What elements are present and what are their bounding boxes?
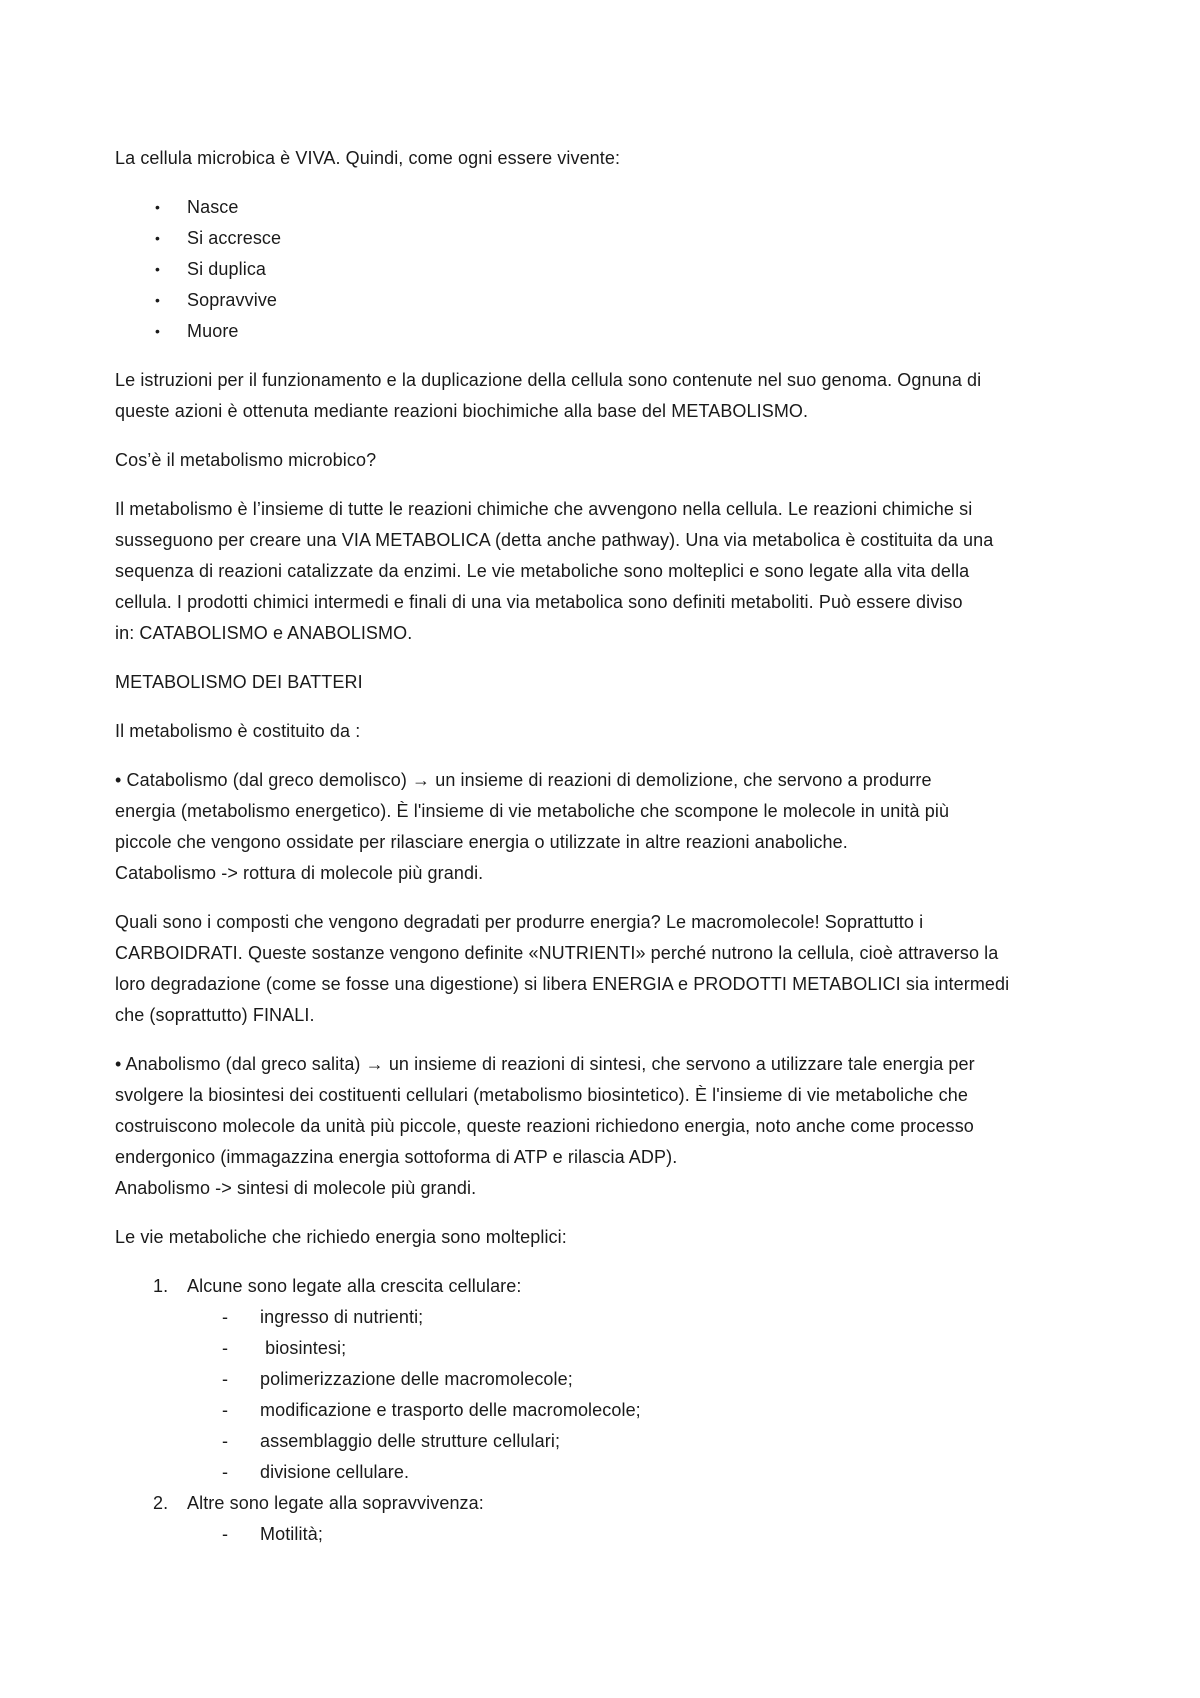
survival-sublist <box>187 1519 1090 1550</box>
bullet-icon: • <box>155 199 161 215</box>
intro-line: La cellula microbica è VIVA. Quindi, come ogni essere vivente: <box>115 148 621 168</box>
section-heading: METABOLISMO DEI BATTERI <box>115 672 363 692</box>
list-item: - divisione cellulare. <box>187 1457 1090 1488</box>
list-item: - ingresso di nutrienti; <box>187 1302 1090 1333</box>
numbered-item-survival <box>115 1488 1090 1550</box>
dash-icon: - <box>222 1524 229 1544</box>
dash-icon: - <box>222 1462 229 1482</box>
numbered-item-growth <box>115 1271 1090 1488</box>
list-item: - Motilità; <box>187 1519 1090 1550</box>
bullet-icon: • <box>155 292 161 308</box>
document-body <box>115 143 1090 1550</box>
dash-icon: - <box>222 1338 229 1358</box>
dash-icon: - <box>222 1400 229 1420</box>
list-item: - biosintesi; <box>187 1333 1090 1364</box>
item-number: 2. <box>153 1493 169 1513</box>
list-item: - modificazione e trasporto delle macromolecole; <box>187 1395 1090 1426</box>
list-item: - assemblaggio delle strutture cellulari; <box>187 1426 1090 1457</box>
bullet-icon: • <box>155 261 161 277</box>
list-item: • Nasce <box>115 192 1090 223</box>
list-item: • Si accresce <box>115 223 1090 254</box>
constituted-by-line: Il metabolismo è costituito da : <box>115 721 361 741</box>
definition-paragraph: Il metabolismo è l’insieme di tutte le reazioni chimiche che avvengono nella cellula. Le reazioni chimiche si susseguono per creare una VIA METABOLICA (detta anche pathway). Una via metabolica è costituita da una sequenza di reazioni catalizzate da enzimi. Le vie metaboliche sono molteplici e sono legate alla vita della cellula. I prodotti chimici intermedi e finali di una via metabolica sono definiti metaboliti. Può essere diviso in: CATABOLISMO e ANABOLISMO. <box>115 499 994 643</box>
list-item: • Si duplica <box>115 254 1090 285</box>
energy-pathways-list <box>115 1271 1090 1550</box>
list-item: • Sopravvive <box>115 285 1090 316</box>
item-label: Alcune sono legate alla crescita cellulare: <box>187 1276 522 1296</box>
dash-icon: - <box>222 1307 229 1327</box>
life-stages-list <box>115 192 1090 347</box>
bullet-icon: • <box>155 323 161 339</box>
item-label: Altre sono legate alla sopravvivenza: <box>187 1493 484 1513</box>
genome-paragraph: Le istruzioni per il funzionamento e la duplicazione della cellula sono contenute nel suo genoma. Ognuna di queste azioni è ottenuta mediante reazioni biochimiche alla base del METABOLISMO. <box>115 370 982 421</box>
list-item: • Muore <box>115 316 1090 347</box>
dash-icon: - <box>222 1431 229 1451</box>
nutrients-paragraph: Quali sono i composti che vengono degradati per produrre energia? Le macromolecole! Soprattutto i CARBOIDRATI. Queste sostanze vengono definite «NUTRIENTI» perché nutrono la cellula, cioè attraverso la loro degradazione (come se fosse una digestione) si libera ENERGIA e PRODOTTI METABOLICI sia intermedi che (soprattutto) FINALI. <box>115 912 1010 1025</box>
question-line: Cos’è il metabolismo microbico? <box>115 450 377 470</box>
item-number: 1. <box>153 1276 169 1296</box>
list-item: - polimerizzazione delle macromolecole; <box>187 1364 1090 1395</box>
anabolism-paragraph: • Anabolismo (dal greco salita) → un insieme di reazioni di sintesi, che servono a utilizzare tale energia per svolgere la biosintesi dei costituenti cellulari (metabolismo biosintetico). È l'insieme di vie metaboliche che costruiscono molecole da unità più piccole, queste reazioni richiedono energia, noto anche come processo endergonico (immagazzina energia sottoforma di ATP e rilascia ADP). Anabolismo -> sintesi di molecole più grandi. <box>115 1054 975 1198</box>
energy-pathways-intro: Le vie metaboliche che richiedo energia sono molteplici: <box>115 1227 567 1247</box>
catabolism-paragraph: • Catabolismo (dal greco demolisco) → un insieme di reazioni di demolizione, che servono a produrre energia (metabolismo energetico). È l'insieme di vie metaboliche che scompone le molecole in unità più piccole che vengono ossidate per rilasciare energia o utilizzate in altre reazioni anaboliche. Catabolismo -> rottura di molecole più grandi. <box>115 770 950 883</box>
growth-sublist <box>187 1302 1090 1488</box>
dash-icon: - <box>222 1369 229 1389</box>
bullet-icon: • <box>155 230 161 246</box>
